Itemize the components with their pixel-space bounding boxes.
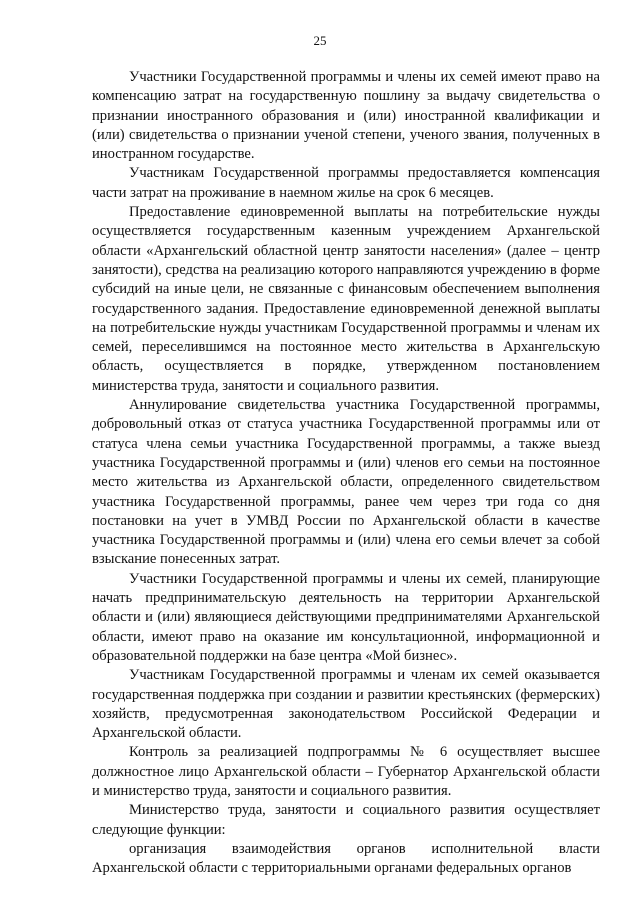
paragraph-compensation-housing: Участникам Государственной программы предоставляется компенсация части затрат на проживание в наемном жилье на срок 6 месяцев. — [92, 165, 600, 201]
paragraph-control: Контроль за реализацией подпрограммы № 6 осуществляет высшее должностное лицо Архангельской области – Губернатор Архангельской области и министерство труда, занятости и социального развития. — [92, 744, 600, 799]
page-number: 25 — [313, 33, 327, 48]
paragraph-ministry-functions: Министерство труда, занятости и социального развития осуществляет следующие функции: — [92, 802, 600, 838]
paragraph-compensation-fees: Участники Государственной программы и члены их семей имеют право на компенсацию затрат на государственную пошлину за выдачу свидетельства о признании иностранного образования и (или) иностранной квалификации и (или) свидетельства о признании ученой степени, ученого звания, полученных в иностранном государстве. — [92, 69, 600, 163]
paragraph-farm-support: Участникам Государственной программы и членам их семей оказывается государственная поддержка при создании и развитии крестьянских (фермерских) хозяйств, предусмотренная законодательством Российской Федерации и Архангельской области. — [92, 667, 600, 742]
paragraph-interaction: организация взаимодействия органов исполнительной власти Архангельской области с территориальными органами федеральных органов — [92, 840, 600, 877]
document-body — [92, 68, 600, 878]
paragraph-annulment: Аннулирование свидетельства участника Государственной программы, добровольный отказ от статуса участника Государственной программы или от статуса члена семьи участника Государственной программы, а также выезд участника Государственной программы и (или) членов его семьи на постоянное место жительства из Архангельской области, определенного свидетельством участника Государственной программы, ранее чем через три года со дня постановки на учет в УМВД России по Архангельской области в качестве участника Государственной программы и (или) члена его семьи влечет за собой взыскание понесенных затрат. — [92, 397, 600, 568]
paragraph-one-time-payment: Предоставление единовременной выплаты на потребительские нужды осуществляется государственным казенным учреждением Архангельской области «Архангельский областной центр занятости населения» (далее – центр занятости), средства на реализацию которого направляются учреждению в форме субсидий на иные цели, не связанные с финансовым обеспечением выполнения государственного задания. Предоставление единовременной денежной выплаты на потребительские нужды участникам Государственной программы и членам их семей, переселившимся на постоянное место жительства в Архангельскую область, осуществляется в порядке, утвержденном постановлением министерства труда, занятости и социального развития. — [92, 204, 600, 394]
paragraph-business-support: Участники Государственной программы и члены их семей, планирующие начать предпринимательскую деятельность на территории Архангельской области и (или) являющиеся действующими предпринимателями Архангельской области, имеют право на оказание им консультационной, информационной и образовательной поддержки на базе центра «Мой бизнес». — [92, 570, 600, 664]
